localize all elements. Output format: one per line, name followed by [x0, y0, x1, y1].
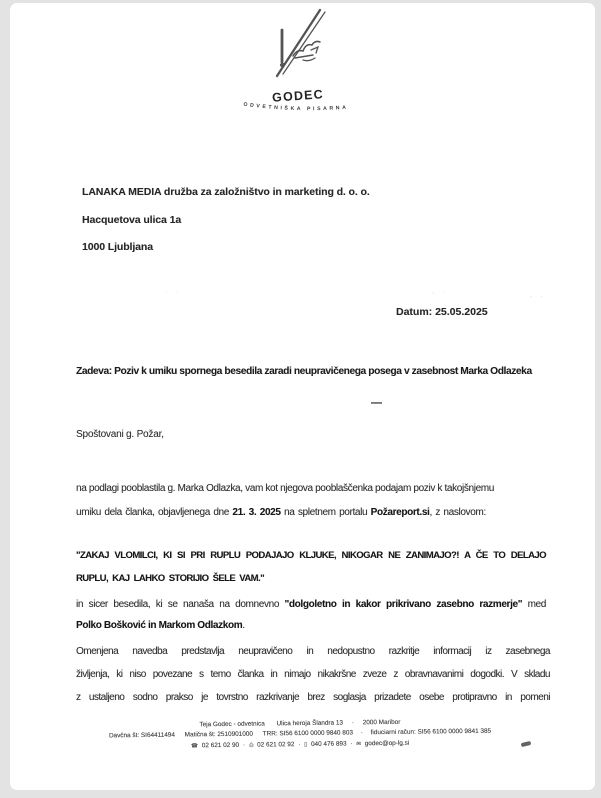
- letterhead-footer: [55, 716, 545, 753]
- footer-attorney-name: Teja Godec - odvetnica: [199, 720, 265, 729]
- salutation: Spoštovani g. Požar,: [76, 429, 164, 440]
- logo-wordmark: GODEC: [271, 87, 325, 105]
- quote-line-2: RUPLU, KAJ LAHKO STORIJIO ŠELE VAM.": [76, 573, 265, 584]
- footer-street: Ulica heroja Šlandra 13: [276, 719, 344, 728]
- intro-line-2: umiku dela članka, objavljenega dne 21. 3. 2025 na spletnem portalu Požareport.si, z naslovom:: [76, 507, 486, 518]
- logo-ink-mark: [277, 10, 325, 76]
- intro-line-1: na podlagi pooblastila g. Marka Odlazka, vam kot njegova pooblaščenka podajam poziv k takojšnjemu: [76, 483, 494, 494]
- svg-text:ODVETNIŠKA PISARNA: [243, 102, 349, 113]
- logo-graphic: [225, 8, 375, 120]
- email-icon: ✉: [356, 740, 361, 747]
- phone-icon: ☎: [191, 742, 199, 749]
- footer-city: 2000 Maribor: [362, 718, 401, 727]
- quote-line-1: "ZAKAJ VLOMILCI, KI SI PRI RUPLU PODAJAJO KLJUKE, NIKOGAR NE ZANIMAJO?! A ČE TO DELAJO: [76, 550, 546, 561]
- footer-separator: ·: [242, 741, 246, 749]
- reference-line-2: Polko Bošković in Markom Odlazkom.: [76, 620, 245, 631]
- footer-fiduciary-account: fiduciarni račun: SI56 6100 0000 9841 385: [370, 727, 492, 737]
- footer-fax: 02 621 02 92: [257, 740, 295, 749]
- footer-registration-number: Matična št: 2510901000: [184, 730, 253, 739]
- footer-email: godec@op-lg.si: [364, 739, 410, 747]
- recipient-street: Hacquetova ulica 1a: [82, 213, 182, 226]
- closing-line-2: življenja, ki niso povezane s temo članka in nimajo nikakršne zveze z obravnavanimi dogodki. V skladu: [76, 669, 550, 680]
- intro-paragraph: [76, 477, 546, 525]
- recipient-city: 1000 Ljubljana: [82, 241, 153, 253]
- reference-line-1: in sicer besedila, ki se nanaša na domnevno "dolgoletno in kakor prikrivano zasebno razmerje" med: [76, 599, 546, 610]
- footer-separator: ·: [298, 740, 301, 748]
- footer-separator: ·: [351, 719, 354, 727]
- date-line: Datum: 25.05.2025: [396, 306, 488, 318]
- center-dash: —: [371, 397, 382, 409]
- footer-vat-number: Davčna št: SI64411494: [108, 731, 175, 740]
- recipient-address-block: [82, 179, 370, 262]
- fax-icon: ⎙: [248, 742, 254, 749]
- scan-artifact: , .: [432, 286, 448, 295]
- scan-artifact: , .: [530, 290, 546, 299]
- law-firm-logo: [225, 8, 375, 120]
- article-title-quote: [76, 544, 546, 590]
- footer-separator: ·: [350, 739, 353, 747]
- footer-separator: ·: [360, 729, 363, 737]
- closing-paragraph: [76, 640, 550, 709]
- footer-bank-account: TRR: SI56 6100 0000 9840 803: [262, 729, 353, 738]
- closing-line-3: z ustaljeno sodno prakso je tovrstno razkrivanje brez soglasja prizadete osebe protipravno in pomeni: [76, 692, 550, 703]
- footer-mobile: 040 476 893: [310, 740, 347, 748]
- footer-phone: 02 621 02 90: [201, 741, 240, 749]
- reference-paragraph: [76, 594, 546, 636]
- scan-artifact: · ·: [165, 288, 182, 297]
- recipient-company: LANAKA MEDIA družba za založništvo in marketing d. o. o.: [82, 186, 370, 198]
- subject-line: Zadeva: Poziv k umiku spornega besedila zaradi neupravičenega posega v zasebnost Marka Odlazeka: [76, 366, 532, 377]
- closing-line-1: Omenjena navedba predstavlja neupravičeno in nedopustno razkritje informacij iz zasebnega: [76, 646, 550, 657]
- mobile-phone-icon: ▯: [304, 741, 308, 748]
- logo-tagline: ODVETNIŠKA PISARNA: [243, 101, 349, 113]
